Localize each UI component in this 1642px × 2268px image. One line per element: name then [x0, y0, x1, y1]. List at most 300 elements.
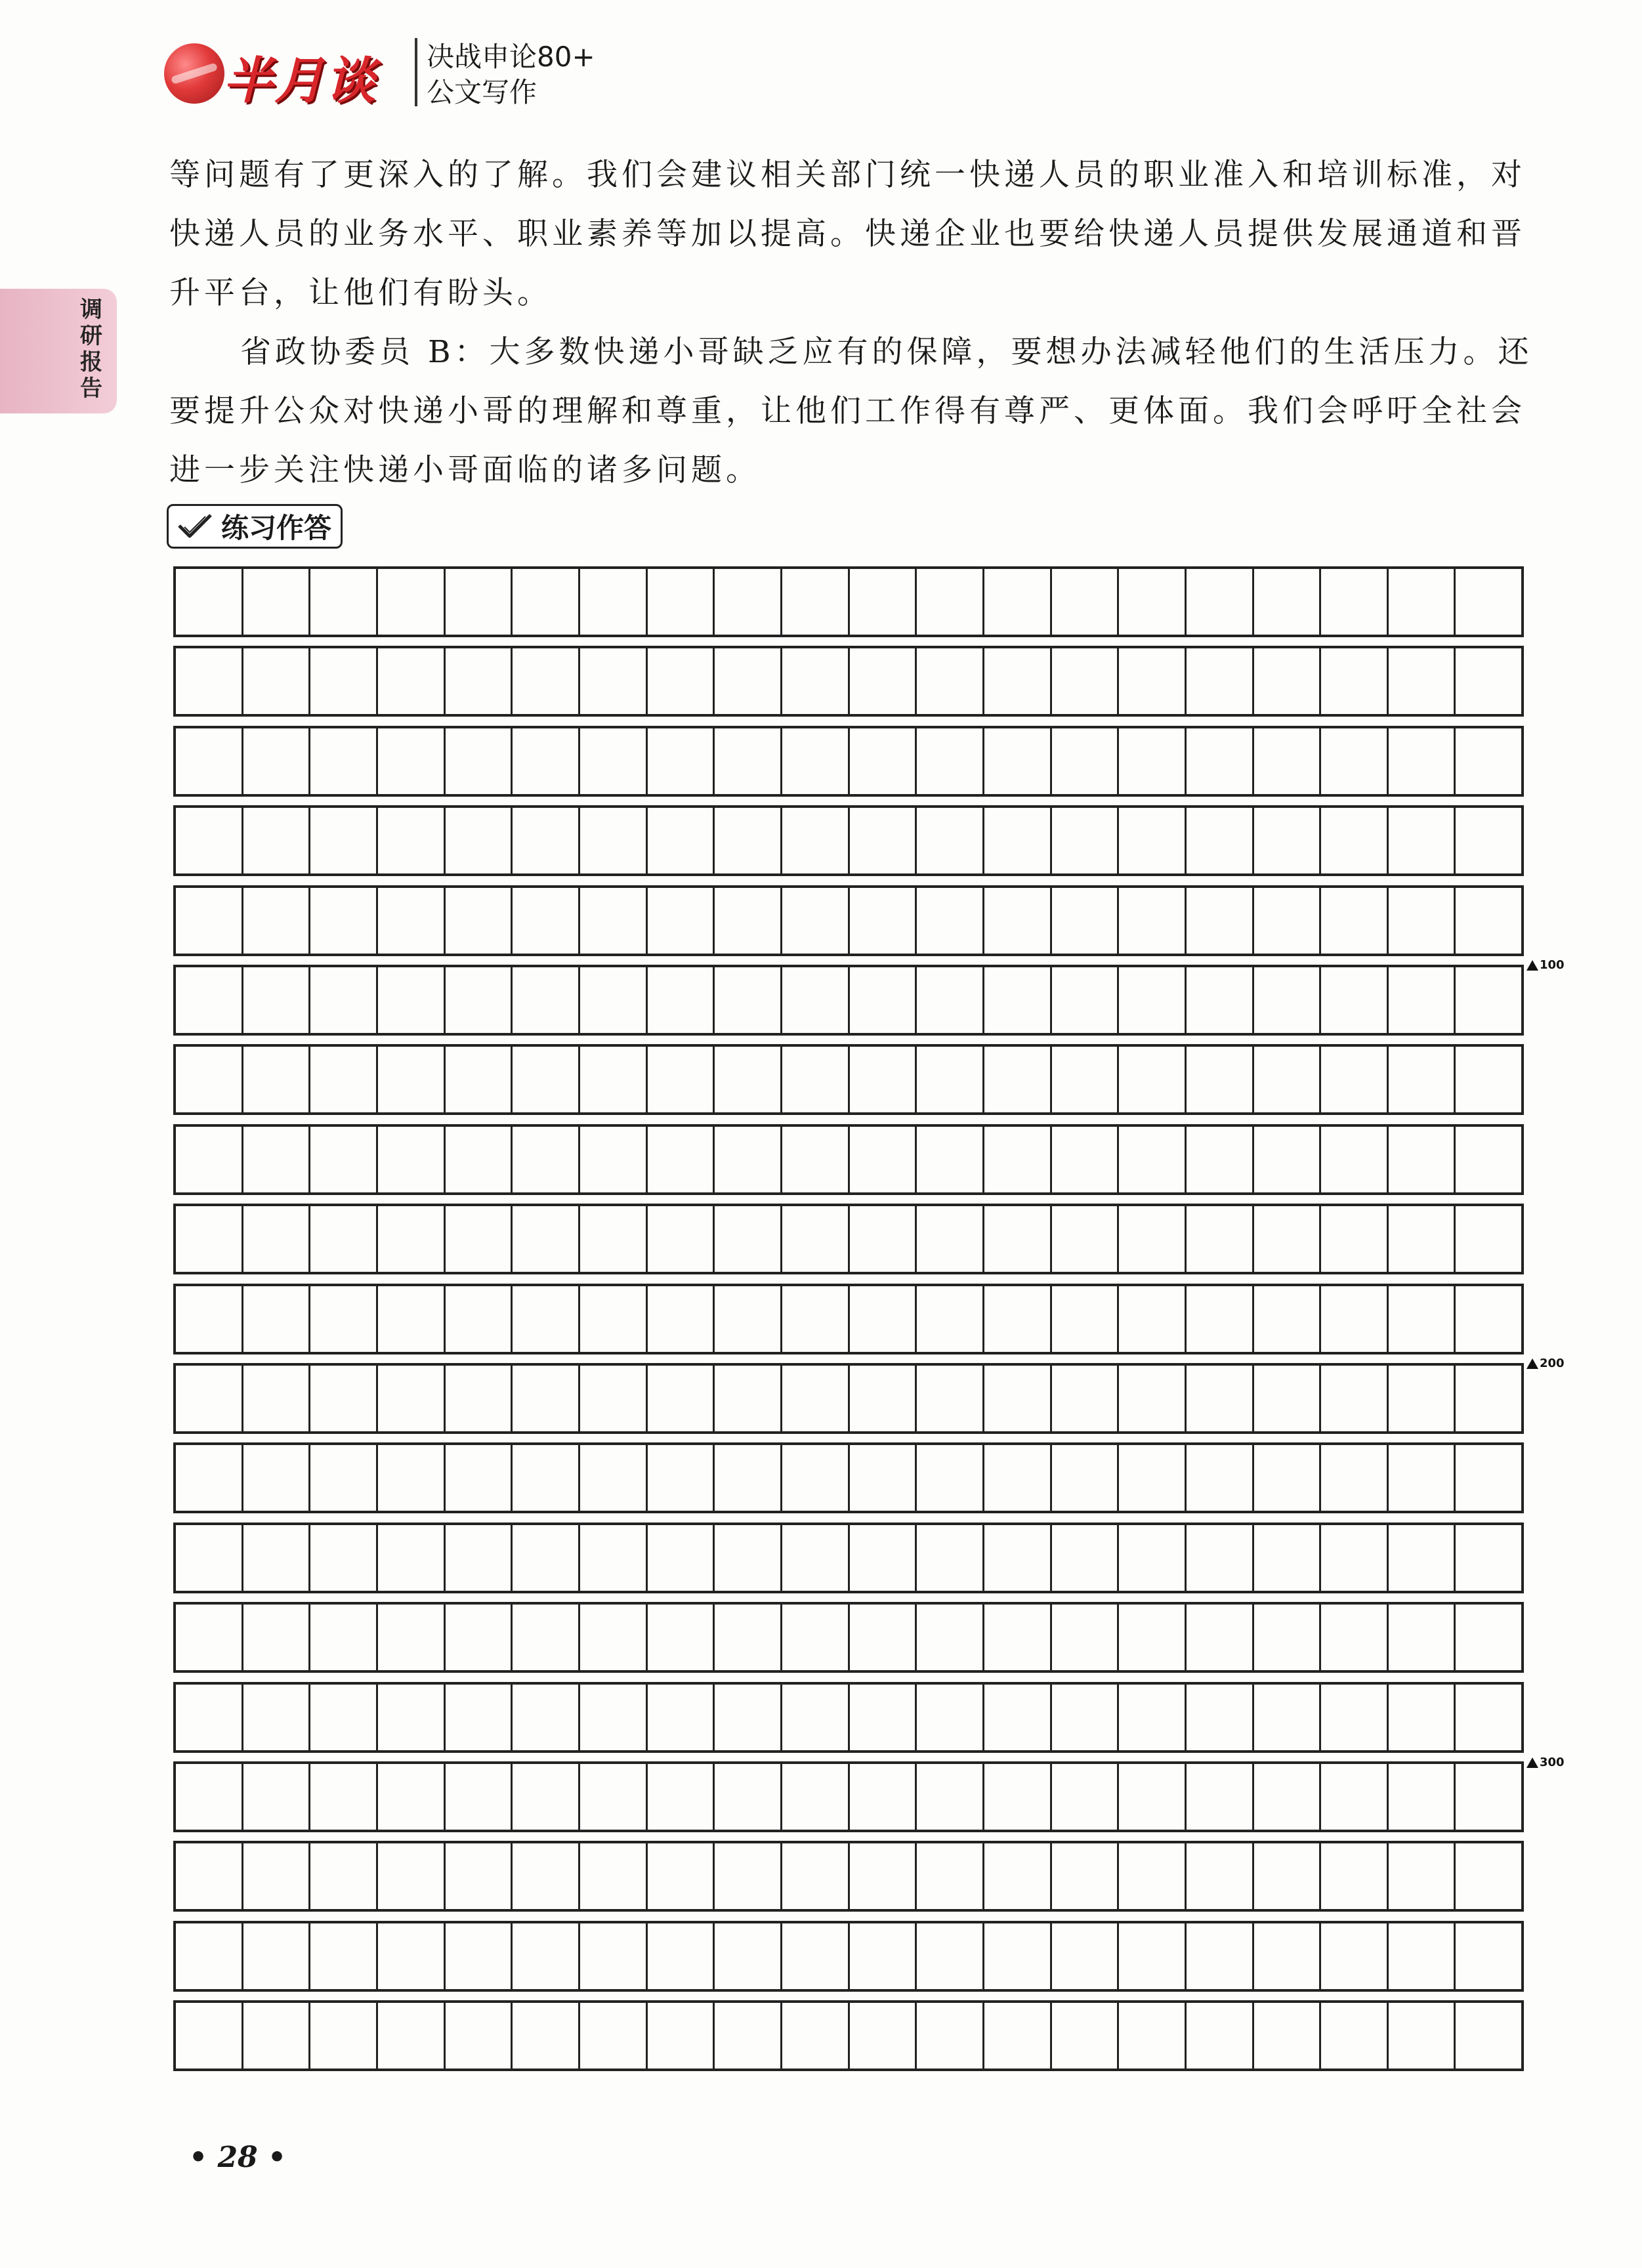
- grid-cell[interactable]: [1052, 1525, 1120, 1591]
- grid-cell[interactable]: [513, 1286, 580, 1352]
- grid-cell[interactable]: [1456, 728, 1521, 794]
- grid-cell[interactable]: [513, 569, 580, 635]
- grid-cell[interactable]: [917, 1923, 984, 1989]
- grid-cell[interactable]: [513, 1206, 580, 1272]
- grid-cell[interactable]: [176, 1286, 243, 1352]
- grid-cell[interactable]: [176, 1923, 243, 1989]
- grid-cell[interactable]: [917, 1206, 984, 1272]
- grid-cell[interactable]: [513, 1843, 580, 1909]
- grid-cell[interactable]: [1254, 1525, 1322, 1591]
- grid-cell[interactable]: [1187, 1685, 1254, 1750]
- grid-cell[interactable]: [984, 1445, 1052, 1511]
- grid-cell[interactable]: [446, 1843, 513, 1909]
- grid-cell[interactable]: [1254, 1047, 1322, 1112]
- grid-cell[interactable]: [580, 1525, 648, 1591]
- grid-cell[interactable]: [1119, 1366, 1187, 1431]
- grid-cell[interactable]: [1187, 1525, 1254, 1591]
- grid-cell[interactable]: [378, 1525, 446, 1591]
- grid-cell[interactable]: [1254, 1685, 1322, 1750]
- grid-cell[interactable]: [378, 967, 446, 1033]
- grid-cell[interactable]: [984, 1206, 1052, 1272]
- grid-cell[interactable]: [310, 967, 378, 1033]
- grid-cell[interactable]: [648, 569, 715, 635]
- grid-cell[interactable]: [1389, 728, 1456, 794]
- grid-cell[interactable]: [243, 1685, 311, 1750]
- grid-cell[interactable]: [176, 888, 243, 954]
- grid-cell[interactable]: [782, 1445, 850, 1511]
- grid-cell[interactable]: [310, 1605, 378, 1670]
- grid-cell[interactable]: [1254, 1206, 1322, 1272]
- grid-cell[interactable]: [1321, 1843, 1389, 1909]
- grid-cell[interactable]: [782, 1127, 850, 1192]
- grid-cell[interactable]: [648, 1605, 715, 1670]
- grid-cell[interactable]: [378, 1206, 446, 1272]
- grid-cell[interactable]: [850, 728, 917, 794]
- grid-cell[interactable]: [1321, 1047, 1389, 1112]
- grid-cell[interactable]: [648, 728, 715, 794]
- grid-cell[interactable]: [1456, 2003, 1521, 2068]
- grid-cell[interactable]: [378, 1764, 446, 1830]
- grid-cell[interactable]: [1119, 1685, 1187, 1750]
- grid-cell[interactable]: [310, 1525, 378, 1591]
- grid-cell[interactable]: [1052, 1764, 1120, 1830]
- grid-cell[interactable]: [715, 1764, 782, 1830]
- grid-cell[interactable]: [1456, 1127, 1521, 1192]
- grid-cell[interactable]: [1254, 1843, 1322, 1909]
- grid-cell[interactable]: [513, 808, 580, 873]
- grid-cell[interactable]: [1456, 648, 1521, 714]
- grid-cell[interactable]: [648, 1764, 715, 1830]
- grid-cell[interactable]: [1052, 1605, 1120, 1670]
- grid-cell[interactable]: [580, 888, 648, 954]
- grid-cell[interactable]: [176, 1685, 243, 1750]
- grid-cell[interactable]: [1119, 1525, 1187, 1591]
- grid-cell[interactable]: [378, 1605, 446, 1670]
- grid-cell[interactable]: [1187, 728, 1254, 794]
- grid-cell[interactable]: [310, 1366, 378, 1431]
- grid-cell[interactable]: [715, 1127, 782, 1192]
- grid-cell[interactable]: [984, 1843, 1052, 1909]
- grid-cell[interactable]: [1187, 648, 1254, 714]
- grid-cell[interactable]: [1187, 1127, 1254, 1192]
- grid-cell[interactable]: [176, 648, 243, 714]
- grid-cell[interactable]: [310, 1127, 378, 1192]
- grid-cell[interactable]: [1187, 1286, 1254, 1352]
- grid-cell[interactable]: [1389, 967, 1456, 1033]
- grid-cell[interactable]: [782, 2003, 850, 2068]
- grid-cell[interactable]: [243, 1127, 311, 1192]
- grid-cell[interactable]: [917, 569, 984, 635]
- grid-cell[interactable]: [1052, 569, 1120, 635]
- grid-cell[interactable]: [310, 569, 378, 635]
- grid-cell[interactable]: [513, 1525, 580, 1591]
- grid-cell[interactable]: [1187, 2003, 1254, 2068]
- grid-cell[interactable]: [648, 888, 715, 954]
- grid-cell[interactable]: [715, 1923, 782, 1989]
- grid-cell[interactable]: [850, 1206, 917, 1272]
- grid-cell[interactable]: [850, 1764, 917, 1830]
- grid-cell[interactable]: [310, 808, 378, 873]
- grid-cell[interactable]: [1389, 1286, 1456, 1352]
- grid-cell[interactable]: [580, 808, 648, 873]
- grid-cell[interactable]: [1052, 967, 1120, 1033]
- grid-cell[interactable]: [1119, 1047, 1187, 1112]
- grid-cell[interactable]: [1321, 1286, 1389, 1352]
- grid-cell[interactable]: [378, 648, 446, 714]
- grid-cell[interactable]: [446, 1366, 513, 1431]
- grid-cell[interactable]: [1389, 888, 1456, 954]
- grid-cell[interactable]: [648, 1286, 715, 1352]
- grid-cell[interactable]: [1389, 1923, 1456, 1989]
- grid-cell[interactable]: [984, 2003, 1052, 2068]
- grid-cell[interactable]: [446, 2003, 513, 2068]
- grid-cell[interactable]: [1456, 1685, 1521, 1750]
- grid-cell[interactable]: [917, 1525, 984, 1591]
- grid-cell[interactable]: [1052, 1206, 1120, 1272]
- grid-cell[interactable]: [715, 1047, 782, 1112]
- grid-cell[interactable]: [917, 1127, 984, 1192]
- grid-cell[interactable]: [917, 648, 984, 714]
- grid-cell[interactable]: [850, 967, 917, 1033]
- grid-cell[interactable]: [378, 1685, 446, 1750]
- grid-cell[interactable]: [1187, 1764, 1254, 1830]
- grid-cell[interactable]: [243, 1047, 311, 1112]
- grid-cell[interactable]: [715, 1843, 782, 1909]
- grid-cell[interactable]: [378, 1445, 446, 1511]
- grid-cell[interactable]: [310, 728, 378, 794]
- grid-cell[interactable]: [648, 1685, 715, 1750]
- grid-cell[interactable]: [648, 1127, 715, 1192]
- grid-cell[interactable]: [176, 1445, 243, 1511]
- grid-cell[interactable]: [984, 648, 1052, 714]
- grid-cell[interactable]: [176, 1605, 243, 1670]
- grid-cell[interactable]: [1389, 808, 1456, 873]
- grid-cell[interactable]: [580, 728, 648, 794]
- grid-cell[interactable]: [176, 1525, 243, 1591]
- grid-cell[interactable]: [917, 728, 984, 794]
- grid-cell[interactable]: [1321, 2003, 1389, 2068]
- grid-cell[interactable]: [1119, 648, 1187, 714]
- grid-cell[interactable]: [1052, 1843, 1120, 1909]
- grid-cell[interactable]: [850, 1685, 917, 1750]
- grid-cell[interactable]: [782, 1843, 850, 1909]
- grid-cell[interactable]: [850, 1605, 917, 1670]
- grid-cell[interactable]: [1254, 1605, 1322, 1670]
- grid-cell[interactable]: [1456, 1445, 1521, 1511]
- grid-cell[interactable]: [310, 648, 378, 714]
- grid-cell[interactable]: [1321, 1685, 1389, 1750]
- grid-cell[interactable]: [243, 728, 311, 794]
- grid-cell[interactable]: [1052, 1286, 1120, 1352]
- grid-cell[interactable]: [850, 1843, 917, 1909]
- grid-cell[interactable]: [580, 1286, 648, 1352]
- grid-cell[interactable]: [310, 1923, 378, 1989]
- grid-cell[interactable]: [850, 2003, 917, 2068]
- grid-cell[interactable]: [513, 648, 580, 714]
- grid-cell[interactable]: [1052, 808, 1120, 873]
- grid-cell[interactable]: [1052, 1685, 1120, 1750]
- grid-cell[interactable]: [1389, 1764, 1456, 1830]
- grid-cell[interactable]: [715, 1525, 782, 1591]
- grid-cell[interactable]: [1321, 569, 1389, 635]
- grid-cell[interactable]: [782, 1047, 850, 1112]
- grid-cell[interactable]: [243, 1445, 311, 1511]
- grid-cell[interactable]: [310, 1685, 378, 1750]
- grid-cell[interactable]: [446, 648, 513, 714]
- grid-cell[interactable]: [580, 1445, 648, 1511]
- grid-cell[interactable]: [446, 888, 513, 954]
- grid-cell[interactable]: [984, 1525, 1052, 1591]
- grid-cell[interactable]: [1456, 1525, 1521, 1591]
- grid-cell[interactable]: [917, 2003, 984, 2068]
- grid-cell[interactable]: [1254, 2003, 1322, 2068]
- grid-cell[interactable]: [917, 1286, 984, 1352]
- grid-cell[interactable]: [850, 808, 917, 873]
- grid-cell[interactable]: [715, 1445, 782, 1511]
- grid-cell[interactable]: [580, 1923, 648, 1989]
- grid-cell[interactable]: [1389, 1127, 1456, 1192]
- grid-cell[interactable]: [984, 1047, 1052, 1112]
- grid-cell[interactable]: [850, 1047, 917, 1112]
- grid-cell[interactable]: [243, 1764, 311, 1830]
- grid-cell[interactable]: [1321, 1525, 1389, 1591]
- grid-cell[interactable]: [648, 967, 715, 1033]
- grid-cell[interactable]: [378, 1923, 446, 1989]
- grid-cell[interactable]: [1187, 1366, 1254, 1431]
- grid-cell[interactable]: [513, 967, 580, 1033]
- grid-cell[interactable]: [1119, 967, 1187, 1033]
- grid-cell[interactable]: [1187, 808, 1254, 873]
- grid-cell[interactable]: [1052, 648, 1120, 714]
- grid-cell[interactable]: [513, 728, 580, 794]
- grid-cell[interactable]: [310, 1445, 378, 1511]
- grid-cell[interactable]: [378, 1127, 446, 1192]
- grid-cell[interactable]: [715, 1605, 782, 1670]
- grid-cell[interactable]: [782, 1685, 850, 1750]
- grid-cell[interactable]: [378, 1047, 446, 1112]
- grid-cell[interactable]: [1321, 648, 1389, 714]
- grid-cell[interactable]: [917, 1366, 984, 1431]
- grid-cell[interactable]: [984, 1127, 1052, 1192]
- grid-cell[interactable]: [984, 967, 1052, 1033]
- grid-cell[interactable]: [580, 967, 648, 1033]
- grid-cell[interactable]: [513, 1047, 580, 1112]
- grid-cell[interactable]: [1119, 888, 1187, 954]
- grid-cell[interactable]: [1052, 1127, 1120, 1192]
- grid-cell[interactable]: [917, 808, 984, 873]
- grid-cell[interactable]: [310, 888, 378, 954]
- grid-cell[interactable]: [782, 1286, 850, 1352]
- grid-cell[interactable]: [715, 728, 782, 794]
- grid-cell[interactable]: [1187, 1923, 1254, 1989]
- grid-cell[interactable]: [715, 1685, 782, 1750]
- grid-cell[interactable]: [1254, 1286, 1322, 1352]
- grid-cell[interactable]: [580, 1206, 648, 1272]
- grid-cell[interactable]: [176, 569, 243, 635]
- grid-cell[interactable]: [1119, 1923, 1187, 1989]
- grid-cell[interactable]: [917, 1764, 984, 1830]
- grid-cell[interactable]: [1254, 888, 1322, 954]
- grid-cell[interactable]: [984, 1764, 1052, 1830]
- grid-cell[interactable]: [446, 1764, 513, 1830]
- grid-cell[interactable]: [446, 1047, 513, 1112]
- grid-cell[interactable]: [243, 2003, 311, 2068]
- grid-cell[interactable]: [1456, 1047, 1521, 1112]
- grid-cell[interactable]: [446, 1605, 513, 1670]
- grid-cell[interactable]: [850, 648, 917, 714]
- grid-cell[interactable]: [1321, 1127, 1389, 1192]
- grid-cell[interactable]: [984, 569, 1052, 635]
- grid-cell[interactable]: [782, 1366, 850, 1431]
- grid-cell[interactable]: [243, 1923, 311, 1989]
- grid-cell[interactable]: [378, 1286, 446, 1352]
- grid-cell[interactable]: [1389, 1605, 1456, 1670]
- grid-cell[interactable]: [715, 569, 782, 635]
- grid-cell[interactable]: [782, 648, 850, 714]
- grid-cell[interactable]: [782, 888, 850, 954]
- grid-cell[interactable]: [917, 1047, 984, 1112]
- grid-cell[interactable]: [1456, 1605, 1521, 1670]
- grid-cell[interactable]: [1321, 967, 1389, 1033]
- grid-cell[interactable]: [1119, 1605, 1187, 1670]
- grid-cell[interactable]: [715, 1206, 782, 1272]
- grid-cell[interactable]: [1456, 569, 1521, 635]
- grid-cell[interactable]: [446, 967, 513, 1033]
- grid-cell[interactable]: [984, 1366, 1052, 1431]
- grid-cell[interactable]: [1389, 2003, 1456, 2068]
- grid-cell[interactable]: [378, 1366, 446, 1431]
- grid-cell[interactable]: [782, 1605, 850, 1670]
- grid-cell[interactable]: [1254, 1127, 1322, 1192]
- grid-cell[interactable]: [243, 569, 311, 635]
- grid-cell[interactable]: [1052, 1047, 1120, 1112]
- grid-cell[interactable]: [1119, 1286, 1187, 1352]
- grid-cell[interactable]: [1389, 1843, 1456, 1909]
- grid-cell[interactable]: [1187, 888, 1254, 954]
- grid-cell[interactable]: [782, 1764, 850, 1830]
- grid-cell[interactable]: [310, 1047, 378, 1112]
- grid-cell[interactable]: [1119, 569, 1187, 635]
- grid-cell[interactable]: [1187, 1206, 1254, 1272]
- grid-cell[interactable]: [176, 808, 243, 873]
- grid-cell[interactable]: [513, 1764, 580, 1830]
- grid-cell[interactable]: [1456, 1206, 1521, 1272]
- grid-cell[interactable]: [648, 808, 715, 873]
- grid-cell[interactable]: [513, 2003, 580, 2068]
- grid-cell[interactable]: [917, 1445, 984, 1511]
- grid-cell[interactable]: [1456, 1366, 1521, 1431]
- grid-cell[interactable]: [782, 728, 850, 794]
- grid-cell[interactable]: [917, 888, 984, 954]
- grid-cell[interactable]: [1254, 808, 1322, 873]
- grid-cell[interactable]: [648, 1047, 715, 1112]
- grid-cell[interactable]: [243, 808, 311, 873]
- grid-cell[interactable]: [446, 1923, 513, 1989]
- grid-cell[interactable]: [446, 1445, 513, 1511]
- grid-cell[interactable]: [176, 1127, 243, 1192]
- grid-cell[interactable]: [782, 569, 850, 635]
- grid-cell[interactable]: [378, 808, 446, 873]
- grid-cell[interactable]: [580, 1764, 648, 1830]
- grid-cell[interactable]: [850, 569, 917, 635]
- grid-cell[interactable]: [850, 1286, 917, 1352]
- grid-cell[interactable]: [917, 1605, 984, 1670]
- grid-cell[interactable]: [715, 888, 782, 954]
- grid-cell[interactable]: [513, 1923, 580, 1989]
- grid-cell[interactable]: [917, 1843, 984, 1909]
- grid-cell[interactable]: [446, 1525, 513, 1591]
- grid-cell[interactable]: [243, 648, 311, 714]
- grid-cell[interactable]: [378, 728, 446, 794]
- grid-cell[interactable]: [446, 1127, 513, 1192]
- grid-cell[interactable]: [378, 569, 446, 635]
- grid-cell[interactable]: [446, 1685, 513, 1750]
- grid-cell[interactable]: [513, 1127, 580, 1192]
- grid-cell[interactable]: [648, 1843, 715, 1909]
- grid-cell[interactable]: [176, 2003, 243, 2068]
- grid-cell[interactable]: [1119, 1843, 1187, 1909]
- grid-cell[interactable]: [1119, 1127, 1187, 1192]
- grid-cell[interactable]: [176, 728, 243, 794]
- grid-cell[interactable]: [1187, 569, 1254, 635]
- grid-cell[interactable]: [917, 1685, 984, 1750]
- grid-cell[interactable]: [1052, 728, 1120, 794]
- grid-cell[interactable]: [715, 648, 782, 714]
- grid-cell[interactable]: [1456, 1843, 1521, 1909]
- grid-cell[interactable]: [580, 1127, 648, 1192]
- grid-cell[interactable]: [984, 1286, 1052, 1352]
- grid-cell[interactable]: [176, 1366, 243, 1431]
- grid-cell[interactable]: [1456, 1764, 1521, 1830]
- grid-cell[interactable]: [850, 1525, 917, 1591]
- grid-cell[interactable]: [850, 1366, 917, 1431]
- grid-cell[interactable]: [1321, 728, 1389, 794]
- grid-cell[interactable]: [243, 1843, 311, 1909]
- grid-cell[interactable]: [715, 2003, 782, 2068]
- grid-cell[interactable]: [580, 648, 648, 714]
- grid-cell[interactable]: [378, 2003, 446, 2068]
- grid-cell[interactable]: [1052, 888, 1120, 954]
- grid-cell[interactable]: [243, 1286, 311, 1352]
- grid-cell[interactable]: [715, 967, 782, 1033]
- grid-cell[interactable]: [243, 1525, 311, 1591]
- grid-cell[interactable]: [1254, 1764, 1322, 1830]
- grid-cell[interactable]: [176, 967, 243, 1033]
- grid-cell[interactable]: [580, 1605, 648, 1670]
- grid-cell[interactable]: [378, 1843, 446, 1909]
- grid-cell[interactable]: [1119, 728, 1187, 794]
- grid-cell[interactable]: [648, 1366, 715, 1431]
- grid-cell[interactable]: [1187, 1843, 1254, 1909]
- grid-cell[interactable]: [1456, 808, 1521, 873]
- grid-cell[interactable]: [1254, 728, 1322, 794]
- grid-cell[interactable]: [984, 1923, 1052, 1989]
- grid-cell[interactable]: [1321, 1923, 1389, 1989]
- grid-cell[interactable]: [1052, 1366, 1120, 1431]
- grid-cell[interactable]: [1119, 808, 1187, 873]
- grid-cell[interactable]: [984, 1685, 1052, 1750]
- grid-cell[interactable]: [917, 967, 984, 1033]
- grid-cell[interactable]: [1254, 648, 1322, 714]
- grid-cell[interactable]: [648, 1525, 715, 1591]
- grid-cell[interactable]: [1389, 648, 1456, 714]
- grid-cell[interactable]: [1254, 1445, 1322, 1511]
- grid-cell[interactable]: [1456, 1923, 1521, 1989]
- grid-cell[interactable]: [176, 1764, 243, 1830]
- grid-cell[interactable]: [243, 888, 311, 954]
- grid-cell[interactable]: [782, 1525, 850, 1591]
- grid-cell[interactable]: [715, 808, 782, 873]
